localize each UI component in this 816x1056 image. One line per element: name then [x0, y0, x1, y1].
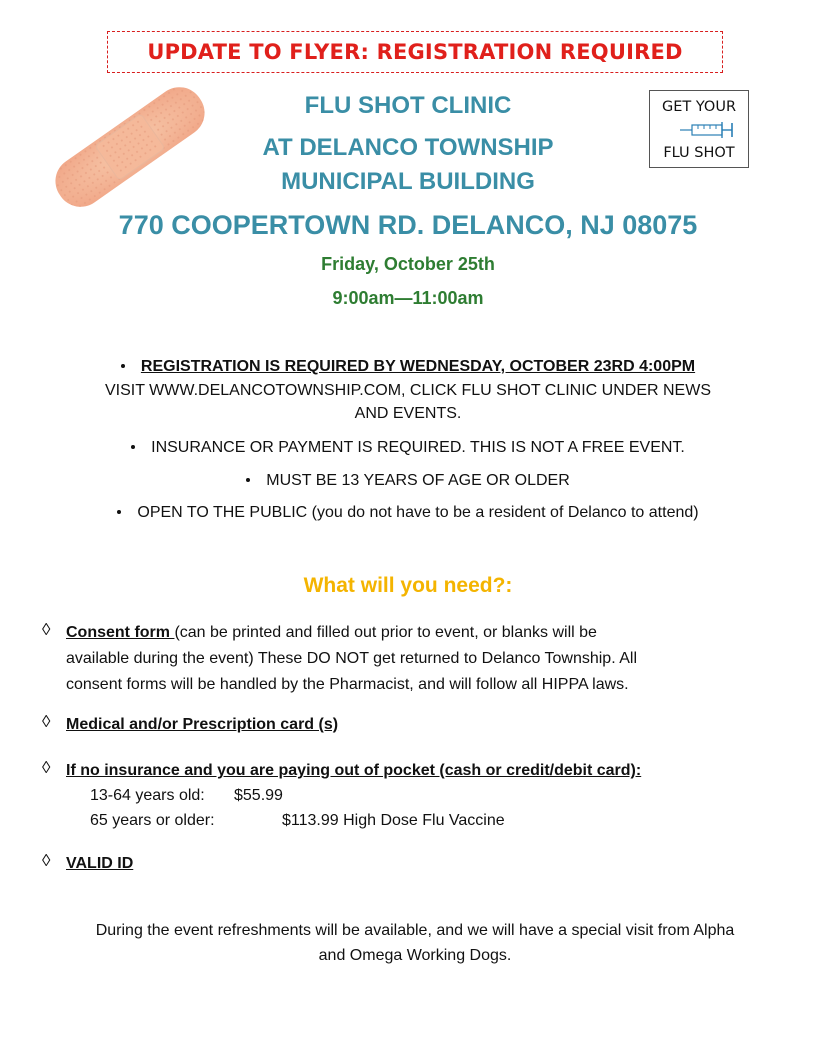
footer-line2: and Omega Working Dogs. [318, 947, 512, 964]
bullet-registration [0, 358, 816, 376]
valid-id-label: VALID ID [66, 855, 134, 872]
insurance-text: INSURANCE OR PAYMENT IS REQUIRED. THIS IS NOT A FREE EVENT. [151, 439, 685, 456]
consent-text2: available during the event) These DO NOT get returned to Delanco Township. All [66, 650, 637, 667]
location-line1: AT DELANCO TOWNSHIP [262, 134, 554, 161]
bullet-open [0, 504, 816, 522]
consent-item [66, 620, 766, 698]
bullet-dot [117, 510, 121, 514]
price2-label: 65 years or older: [90, 812, 215, 829]
price1-label: 13-64 years old: [90, 787, 205, 804]
bullet-age [0, 472, 816, 490]
no-insurance-item [66, 758, 641, 784]
bullet-dot [246, 478, 250, 482]
consent-text1: (can be printed and filled out prior to event, or blanks will be [174, 624, 597, 641]
diamond-bullet-icon: ◊ [42, 712, 51, 731]
registration-line1: VISIT WWW.DELANCOTOWNSHIP.COM, CLICK FLU SHOT CLINIC UNDER NEWS [105, 382, 711, 399]
valid-id-item [66, 851, 133, 877]
diamond-bullet-icon: ◊ [42, 620, 51, 639]
badge-line1: GET YOUR [661, 99, 737, 115]
consent-text3: consent forms will be handled by the Pharmacist, and will follow all HIPPA laws. [66, 676, 629, 693]
footer-line1: During the event refreshments will be available, and we will have a special visit from Alpha [95, 922, 735, 939]
diamond-bullet-icon: ◊ [42, 758, 51, 777]
open-text: OPEN TO THE PUBLIC (you do not have to be a resident of Delanco to attend) [137, 504, 699, 521]
bullet-dot [121, 364, 125, 368]
medical-item [66, 712, 338, 738]
location-line2: MUNICIPAL BUILDING [281, 168, 535, 195]
banner-text: UPDATE TO FLYER: REGISTRATION REQUIRED [147, 40, 683, 64]
consent-label: Consent form [66, 624, 175, 641]
bullet-dot [131, 445, 135, 449]
age-text: MUST BE 13 YEARS OF AGE OR OLDER [266, 472, 570, 489]
medical-label: Medical and/or Prescription card (s) [66, 716, 339, 733]
needs-heading: What will you need?: [303, 574, 513, 597]
clinic-title: FLU SHOT CLINIC [304, 92, 512, 119]
price2-value: $113.99 High Dose Flu Vaccine [282, 812, 505, 829]
no-insurance-label: If no insurance and you are paying out of pocket (cash or credit/debit card): [66, 762, 642, 779]
registration-heading: REGISTRATION IS REQUIRED BY WEDNESDAY, OCTOBER 23RD 4:00PM [140, 358, 696, 375]
diamond-bullet-icon: ◊ [42, 851, 51, 870]
badge-line2: FLU SHOT [663, 145, 735, 161]
event-time: 9:00am—11:00am [332, 288, 484, 308]
registration-line2: AND EVENTS. [354, 405, 462, 422]
price1-value: $55.99 [234, 787, 283, 804]
update-banner [107, 31, 723, 73]
footer-note [30, 918, 800, 968]
event-date: Friday, October 25th [321, 254, 495, 274]
bullet-insurance [0, 439, 816, 457]
address: 770 COOPERTOWN RD. DELANCO, NJ 08075 [118, 210, 698, 240]
